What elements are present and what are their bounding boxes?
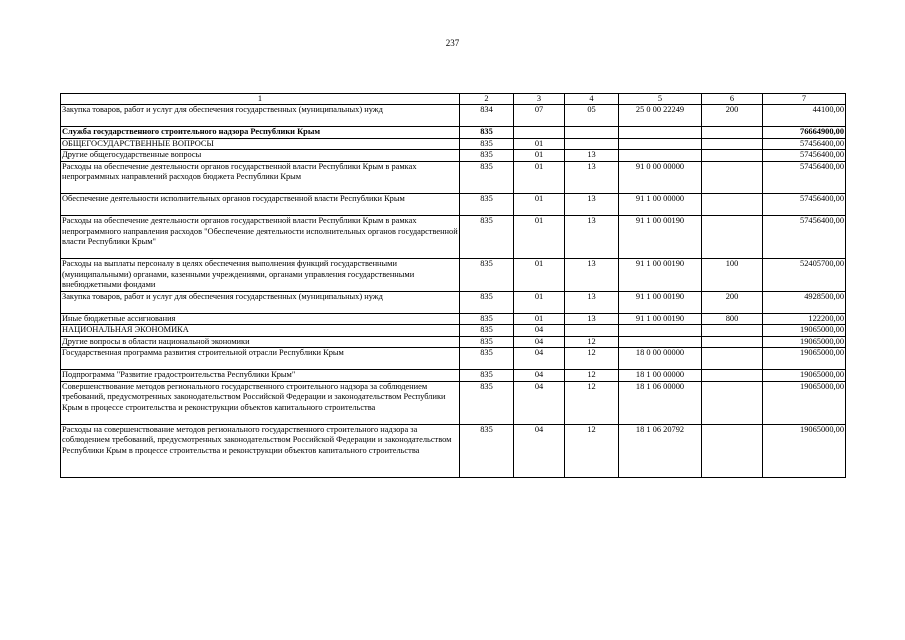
- row-amount-cell: 44100,00: [763, 105, 846, 127]
- row-amount-cell: 19065000,00: [763, 424, 846, 478]
- row-target-article-cell: 18 1 06 20792: [619, 424, 702, 478]
- table-header-row: [61, 94, 846, 105]
- row-admin-code-cell: 835: [460, 336, 514, 348]
- row-subsection-code-cell: [565, 138, 619, 150]
- row-section-code-cell: 01: [514, 216, 565, 259]
- row-section-code-cell: [514, 127, 565, 139]
- row-amount-cell: 122200,00: [763, 313, 846, 325]
- row-subsection-code-cell: 13: [565, 150, 619, 162]
- row-subsection-code-cell: 12: [565, 336, 619, 348]
- row-expense-type-cell: [702, 348, 763, 370]
- table-row: [61, 291, 846, 313]
- row-amount-cell: 19065000,00: [763, 336, 846, 348]
- row-target-article-cell: 91 1 00 00190: [619, 216, 702, 259]
- row-amount-cell: 19065000,00: [763, 325, 846, 337]
- row-expense-type-cell: 800: [702, 313, 763, 325]
- page-number: 237: [445, 38, 460, 48]
- row-subsection-code-cell: 13: [565, 259, 619, 292]
- table-row: [61, 161, 846, 194]
- row-section-code-cell: 07: [514, 105, 565, 127]
- row-admin-code-cell: 835: [460, 127, 514, 139]
- row-name-cell: Расходы на совершенствование методов регионального государственного строительного надзора за соблюдением требований, предусмотренных законодательством Российской Федерации и законодательством Республики Крым в процессе строительства и реконструкции объектов капитального строительства: [61, 424, 460, 478]
- row-amount-cell: 4928500,00: [763, 291, 846, 313]
- row-subsection-code-cell: 13: [565, 291, 619, 313]
- table-row: [61, 313, 846, 325]
- row-expense-type-cell: [702, 370, 763, 382]
- row-expense-type-cell: 200: [702, 105, 763, 127]
- row-name-cell: ОБЩЕГОСУДАРСТВЕННЫЕ ВОПРОСЫ: [61, 138, 460, 150]
- row-amount-cell: 57456400,00: [763, 161, 846, 194]
- budget-table: [60, 93, 846, 478]
- row-name-cell: Расходы на выплаты персоналу в целях обеспечения выполнения функций государственными (муниципальными) органами, казенными учреждениями, органами управления государственными внебюджетными фондами: [61, 259, 460, 292]
- row-amount-cell: 57456400,00: [763, 150, 846, 162]
- row-target-article-cell: 91 1 00 00190: [619, 313, 702, 325]
- row-name-cell: Служба государственного строительного надзора Республики Крым: [61, 127, 460, 139]
- row-name-cell: Обеспечение деятельности исполнительных органов государственной власти Республики Крым: [61, 194, 460, 216]
- table-row: [61, 127, 846, 139]
- row-subsection-code-cell: 13: [565, 216, 619, 259]
- row-name-cell: Государственная программа развития строительной отрасли Республики Крым: [61, 348, 460, 370]
- row-name-cell: Подпрограмма "Развитие градостроительства Республики Крым": [61, 370, 460, 382]
- column-header-admin: 2: [460, 94, 514, 105]
- row-section-code-cell: 04: [514, 325, 565, 337]
- row-admin-code-cell: 835: [460, 370, 514, 382]
- row-expense-type-cell: [702, 150, 763, 162]
- row-expense-type-cell: [702, 424, 763, 478]
- row-section-code-cell: 04: [514, 336, 565, 348]
- row-amount-cell: 76664900,00: [763, 127, 846, 139]
- row-admin-code-cell: 834: [460, 105, 514, 127]
- row-amount-cell: 52405700,00: [763, 259, 846, 292]
- row-admin-code-cell: 835: [460, 216, 514, 259]
- column-header-amount: 7: [763, 94, 846, 105]
- row-admin-code-cell: 835: [460, 424, 514, 478]
- row-admin-code-cell: 835: [460, 325, 514, 337]
- row-name-cell: Закупка товаров, работ и услуг для обеспечения государственных (муниципальных) нужд: [61, 291, 460, 313]
- column-header-target-article: 5: [619, 94, 702, 105]
- table-row: [61, 381, 846, 424]
- row-section-code-cell: 04: [514, 424, 565, 478]
- row-amount-cell: 19065000,00: [763, 370, 846, 382]
- row-target-article-cell: 91 1 00 00190: [619, 291, 702, 313]
- row-amount-cell: 19065000,00: [763, 381, 846, 424]
- row-section-code-cell: 01: [514, 194, 565, 216]
- row-expense-type-cell: 200: [702, 291, 763, 313]
- row-admin-code-cell: 835: [460, 194, 514, 216]
- row-section-code-cell: 04: [514, 381, 565, 424]
- table-row: [61, 105, 846, 127]
- row-section-code-cell: 01: [514, 150, 565, 162]
- row-expense-type-cell: [702, 381, 763, 424]
- table-body: [61, 105, 846, 478]
- table-row: [61, 424, 846, 478]
- row-admin-code-cell: 835: [460, 313, 514, 325]
- row-expense-type-cell: [702, 336, 763, 348]
- row-name-cell: Другие общегосударственные вопросы: [61, 150, 460, 162]
- row-section-code-cell: 04: [514, 370, 565, 382]
- row-target-article-cell: 18 1 06 00000: [619, 381, 702, 424]
- row-admin-code-cell: 835: [460, 259, 514, 292]
- row-name-cell: Расходы на обеспечение деятельности органов государственной власти Республики Крым в рамках непрограммного направления расходов "Обеспечение деятельности исполнительных органов государственной власти Республики Крым": [61, 216, 460, 259]
- row-subsection-code-cell: 12: [565, 424, 619, 478]
- row-section-code-cell: 01: [514, 291, 565, 313]
- table-row: [61, 194, 846, 216]
- row-subsection-code-cell: 13: [565, 194, 619, 216]
- row-target-article-cell: 18 1 00 00000: [619, 370, 702, 382]
- table-row: [61, 216, 846, 259]
- row-admin-code-cell: 835: [460, 291, 514, 313]
- row-admin-code-cell: 835: [460, 138, 514, 150]
- row-subsection-code-cell: 13: [565, 313, 619, 325]
- row-name-cell: Другие вопросы в области национальной экономики: [61, 336, 460, 348]
- table-row: [61, 259, 846, 292]
- row-section-code-cell: 01: [514, 259, 565, 292]
- row-name-cell: Совершенствование методов регионального государственного строительного надзора за соблюдением требований, предусмотренных законодательством Российской Федерации и законодательством Республики Крым в процессе строительства и реконструкции объектов капитального строительства: [61, 381, 460, 424]
- column-header-subsection: 4: [565, 94, 619, 105]
- table-row: [61, 138, 846, 150]
- row-target-article-cell: [619, 127, 702, 139]
- row-section-code-cell: 01: [514, 161, 565, 194]
- row-expense-type-cell: [702, 127, 763, 139]
- row-subsection-code-cell: 12: [565, 370, 619, 382]
- row-admin-code-cell: 835: [460, 150, 514, 162]
- column-header-section: 3: [514, 94, 565, 105]
- row-admin-code-cell: 835: [460, 348, 514, 370]
- row-name-cell: Расходы на обеспечение деятельности органов государственной власти Республики Крым в рамках непрограммных направлений расходов бюджета Республики Крым: [61, 161, 460, 194]
- row-section-code-cell: 01: [514, 313, 565, 325]
- row-amount-cell: 57456400,00: [763, 194, 846, 216]
- row-expense-type-cell: 100: [702, 259, 763, 292]
- row-target-article-cell: 91 1 00 00000: [619, 194, 702, 216]
- row-target-article-cell: 91 1 00 00190: [619, 259, 702, 292]
- row-subsection-code-cell: 13: [565, 161, 619, 194]
- row-target-article-cell: 25 0 00 22249: [619, 105, 702, 127]
- row-expense-type-cell: [702, 216, 763, 259]
- row-admin-code-cell: 835: [460, 161, 514, 194]
- row-subsection-code-cell: [565, 127, 619, 139]
- row-expense-type-cell: [702, 161, 763, 194]
- row-name-cell: Иные бюджетные ассигнования: [61, 313, 460, 325]
- row-subsection-code-cell: 05: [565, 105, 619, 127]
- row-amount-cell: 57456400,00: [763, 216, 846, 259]
- row-subsection-code-cell: [565, 325, 619, 337]
- table-row: [61, 325, 846, 337]
- row-subsection-code-cell: 12: [565, 381, 619, 424]
- row-section-code-cell: 01: [514, 138, 565, 150]
- column-header-expense-type: 6: [702, 94, 763, 105]
- row-target-article-cell: [619, 336, 702, 348]
- row-expense-type-cell: [702, 325, 763, 337]
- row-expense-type-cell: [702, 194, 763, 216]
- table-row: [61, 370, 846, 382]
- row-target-article-cell: [619, 138, 702, 150]
- row-target-article-cell: 18 0 00 00000: [619, 348, 702, 370]
- row-section-code-cell: 04: [514, 348, 565, 370]
- row-amount-cell: 19065000,00: [763, 348, 846, 370]
- row-subsection-code-cell: 12: [565, 348, 619, 370]
- row-amount-cell: 57456400,00: [763, 138, 846, 150]
- row-target-article-cell: [619, 325, 702, 337]
- table-row: [61, 150, 846, 162]
- row-admin-code-cell: 835: [460, 381, 514, 424]
- table-row: [61, 348, 846, 370]
- column-header-name: 1: [61, 94, 460, 105]
- row-name-cell: Закупка товаров, работ и услуг для обеспечения государственных (муниципальных) нужд: [61, 105, 460, 127]
- table-row: [61, 336, 846, 348]
- row-target-article-cell: 91 0 00 00000: [619, 161, 702, 194]
- row-target-article-cell: [619, 150, 702, 162]
- row-expense-type-cell: [702, 138, 763, 150]
- row-name-cell: НАЦИОНАЛЬНАЯ ЭКОНОМИКА: [61, 325, 460, 337]
